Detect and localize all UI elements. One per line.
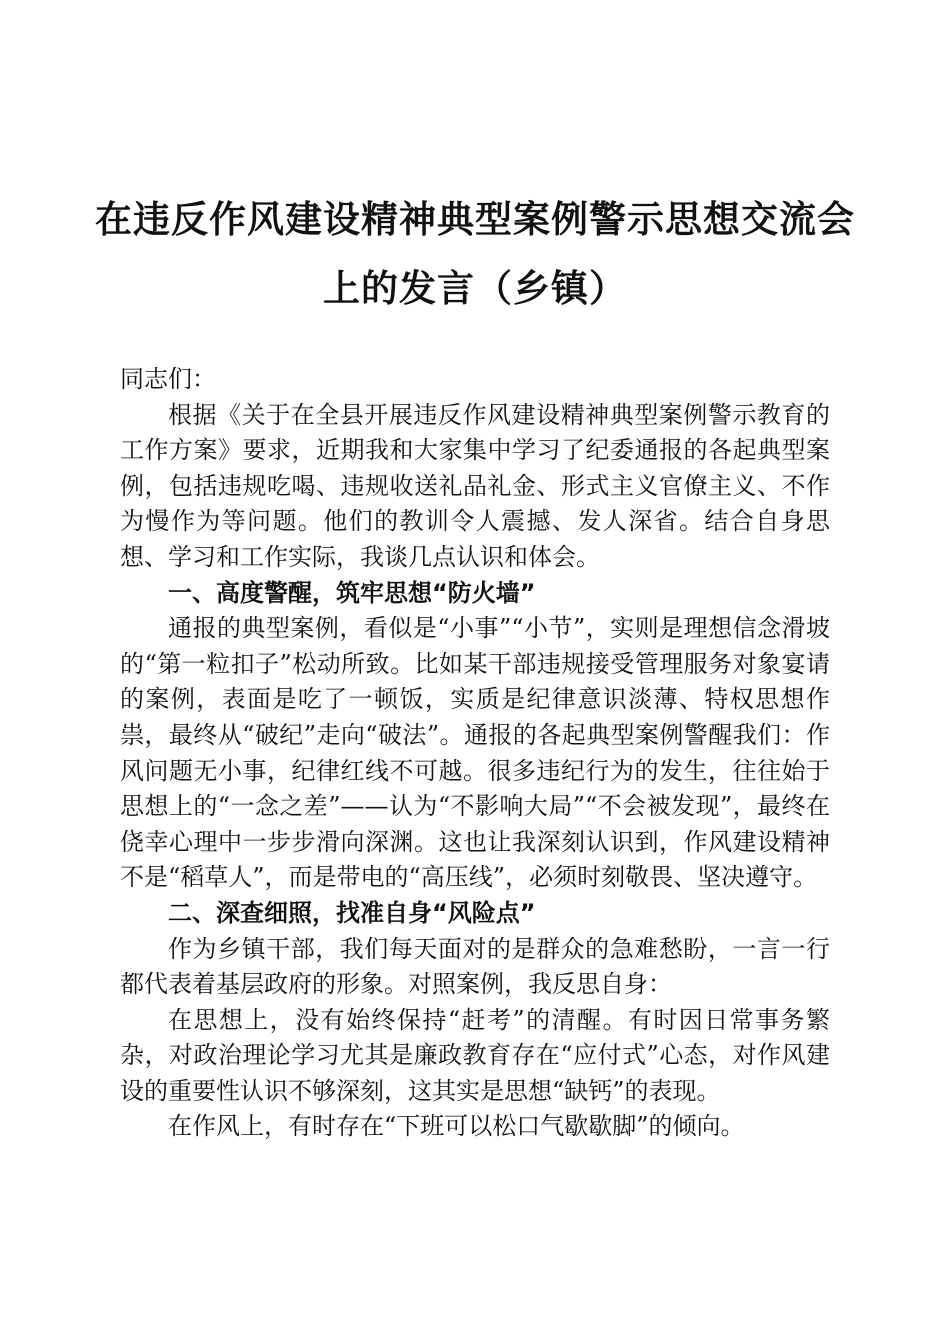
intro-paragraph: 根据《关于在全县开展违反作风建设精神典型案例警示教育的工作方案》要求，近期我和大家集中学习了纪委通报的各起典型案例，包括违规吃喝、违规收送礼品礼金、形式主义官僚主义、不作为慢作为等问题。他们的教训令人震撼、发人深省。结合自身思想、学习和工作实际，我谈几点认识和体会。 [120,400,830,571]
section2-paragraph-2: 在思想上，没有始终保持“赶考”的清醒。有时因日常事务繁杂，对政治理论学习尤其是廉政教育存在“应付式”心态，对作风建设的重要性认识不够深刻，这其实是思想“缺钙”的表现。 [120,1005,830,1105]
section1-heading: 一、高度警醒，筑牢思想“防火墙” [168,578,536,607]
salutation: 同志们： [120,365,216,393]
document-body [120,362,830,1145]
section2-paragraph-1: 作为乡镇干部，我们每天面对的是群众的急难愁盼，一言一行都代表着基层政府的形象。对照案例，我反思自身： [120,934,830,999]
document-title-line2: 上的发言（乡镇） [323,266,627,310]
section2-paragraph-3: 在作风上，有时存在“下班可以松口气歇歇脚”的倾向。 [168,1112,745,1141]
document-title-line1: 在违反作风建设精神典型案例警示思想交流会 [95,197,855,241]
section1-paragraph: 通报的典型案例，看似是“小事”“小节”，实则是理想信念滑坡的“第一粒扣子”松动所致。比如某干部违规接受管理服务对象宴请的案例，表面是吃了一顿饭，实质是纪律意识淡薄、特权思想作祟，最终从“破纪”走向“破法”。通报的各起典型案例警醒我们：作风问题无小事，纪律红线不可越。很多违纪行为的发生，往往始于思想上的“一念之差”——认为“不影响大局”“不会被发现”，最终在侥幸心理中一步步滑向深渊。这也让我深刻认识到，作风建设精神不是“稻草人”，而是带电的“高压线”，必须时刻敬畏、坚决遵守。 [120,614,830,892]
section2-heading: 二、深查细照，找准自身“风险点” [168,898,536,927]
